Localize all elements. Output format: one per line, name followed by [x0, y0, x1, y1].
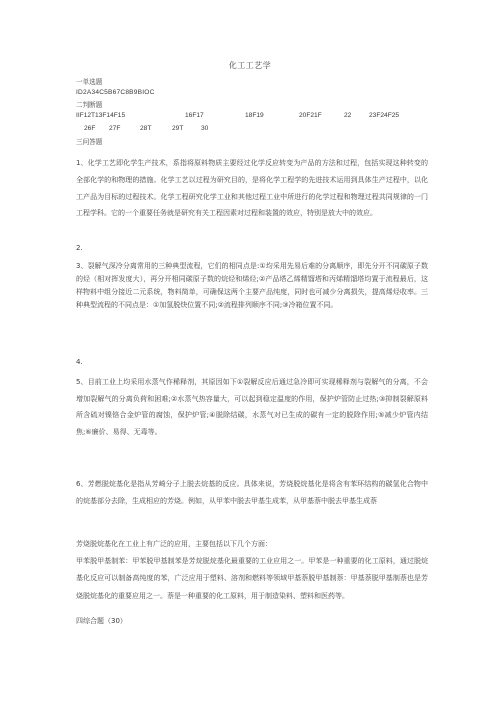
section-comprehensive-label: 四综合题（30）	[76, 617, 127, 625]
answer-number-2: 2.	[76, 244, 83, 252]
tf-answer-group: 22	[344, 112, 352, 119]
section-true-false-label: 二判断题	[76, 101, 103, 109]
single-choice-answers: ID2A34C5B67C8B9BIOC	[76, 89, 155, 96]
answer-number-4: 4.	[76, 358, 83, 366]
tf-answer-group: 26F	[84, 125, 96, 132]
page-title: 化工工艺学	[228, 61, 272, 70]
answer-paragraph-5: 5、目前工业上均采用水蒸气作稀释剂，其原因如下①裂解反应后通过急冷即可实现稀释剂与裂解气的分离，不会增加裂解气的分离负荷和困难;②水蒸气热容量大，可以起到稳定温度的作用，保护炉管防止过热;③抑制裂解原料所含硫对镍铬合金炉管的腐蚀，保护炉管;④脱除结碳，水蒸气对已生成的碳有一定的脱除作用;⑤减少炉管内结焦;⑥廉价、易得、无毒等。	[76, 378, 428, 436]
section-single-choice-label: 一单选题	[76, 78, 103, 86]
section-qa-label: 三问答题	[76, 138, 103, 146]
answer-paragraph-1: 1、化学工艺即化学生产技术，系指将原料物质主要经过化学反应转变为产品的方法和过程，包括实现这种转变的全部化学的和物理的措施。化学工艺以过程为研究目的，是将化学工程学的先进技术运用到具体生产过程中，以化工产品为目标的过程技术。化学工程研究化学工业和其他过程工业中所进行的化学过程和物理过程共同规律的一门工程学科。它的一个重要任务就是研究有关工程因素对过程和装置的效应，特别是放大中的效应。	[76, 159, 428, 218]
tf-answer-group: 29T	[172, 125, 184, 132]
tf-answer-group: 30	[201, 125, 209, 132]
tf-answer-group: 27F	[109, 125, 121, 132]
tf-answer-group: 18F19	[245, 112, 264, 119]
tf-answer-group: 23F24F25	[369, 112, 400, 119]
tf-answer-group: 28T	[140, 125, 152, 132]
tf-answer-group: IIF12T13F14F15	[76, 112, 126, 119]
answer-paragraph-8: 甲苯脱甲基制苯：甲苯脱甲基制苯是芳烷脱烷基化最重要的工业应用之一。甲苯是一种重要的化工原料，通过脱烷基化反应可以制备高纯度的苯，广泛应用于塑料、溶剂和燃料等领域甲基萘脱甲基制萘：甲基萘脱甲基制萘也是芳烧脱烷基化的重要应用之一。萘是一种重要的化工原料，用于制造染料、塑料和医药等。	[76, 557, 428, 600]
answer-paragraph-7: 芳烧脱烷基化在工业上有广泛的应用，主要包括以下几个方面：	[76, 540, 272, 548]
tf-answer-group: 20F21F	[299, 112, 322, 119]
answer-paragraph-3: 3、裂解气深冷分离常用的三种典型流程，它们的相同点是:①均采用先易后难的分离顺序，即先分开不同碳原子数的烃（相对挥发度大），再分开相同碳原子数的烷烃和烯烃;②产品塔乙烯精馏塔和丙烯精馏塔均置于流程最后，这样物料中组分接近二元系统，物料简单，可确保这两个主要产品纯度，同时也可减少分离损失，提高烯烃收率。三种典型流程的不同点是：①加氢脱炔位置不同;②流程排列顺序不同;③冷箱位置不同。	[76, 262, 428, 310]
answer-paragraph-6: 6、芳燃脱烷基化是指从芳崎分子上脱去烷基的反应。具体来说，芳烧脱烷基化是将含有苯环结构的碳氢化合物中的烷基部分去除，生成相应的芳烧。例如，从甲苯中脱去甲基生成苯，从甲基萘中脱去甲基生成萘	[76, 480, 428, 505]
tf-answer-group: 16F17	[185, 112, 204, 119]
